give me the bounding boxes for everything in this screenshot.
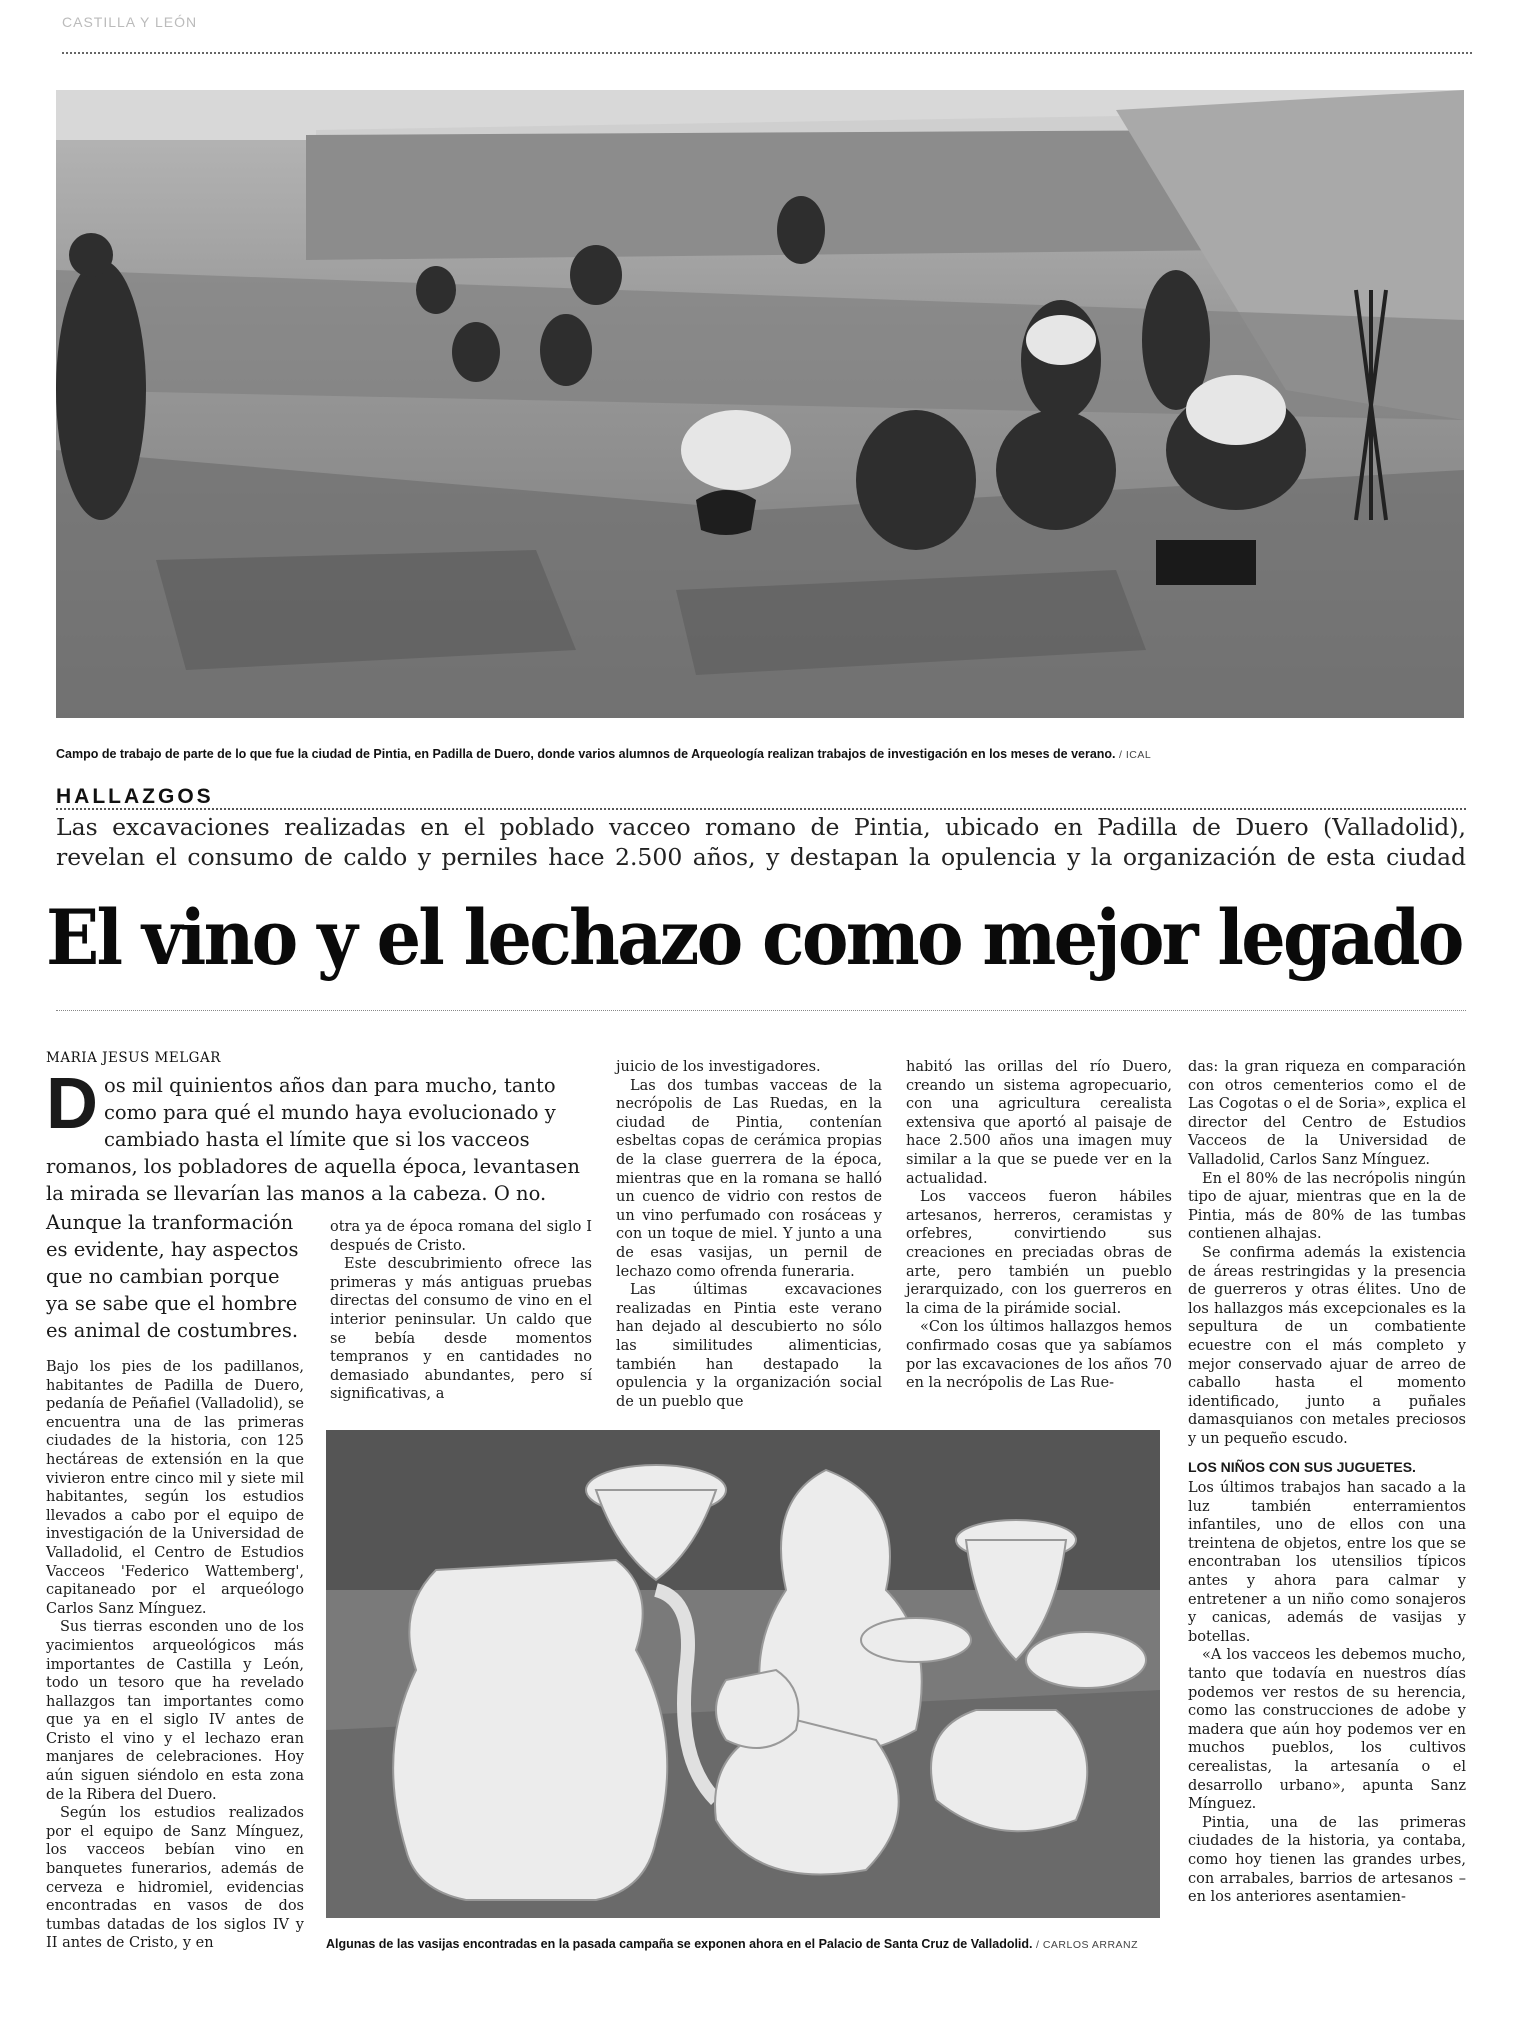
paragraph: Las dos tumbas vacceas de la necrópolis de Las Ruedas, en la ciudad de Pintia, contenían esbeltas copas de cerámica propias de la clase guerrera de la época, mientras que en la romana se halló un cuenco de vidrio con restos de un vino perfumado con rosáceas y con un toque de miel. Y junto a una de esas vasijas, un pernil de lechazo como ofrenda funeraria.	[616, 1077, 882, 1280]
column-5	[1188, 1058, 1466, 1907]
column-3	[616, 1058, 882, 1411]
lead-paragraph	[46, 1064, 591, 1207]
subhead-line-2: revelan el consumo de caldo y perniles hace 2.500 años, y destapan la opulencia y la organización de esta ciudad	[56, 843, 1466, 871]
paragraph: Las últimas excavaciones realizadas en Pintia este verano han dejado al descubierto no sólo las similitudes alimenticias, también han destapado la opulencia y la organización social de un pueblo que	[616, 1282, 882, 1410]
paragraph: Los vacceos fueron hábiles artesanos, herreros, ceramistas y orfebres, convirtiendo sus creaciones en preciadas obras de arte, pero también un pueblo jerarquizado, con los guerreros en la cima de la pirámide social.	[906, 1189, 1172, 1317]
paragraph: das: la gran riqueza en comparación con otros cementerios como el de Las Cogotas o el de Soria», explica el director del Centro de Estudios Vacceos de la Universidad de Valladolid, Carlos Sanz Mínguez.	[1188, 1059, 1466, 1168]
section-label: HALLAZGOS	[56, 785, 214, 808]
top-rule	[62, 52, 1472, 54]
subheadline	[56, 812, 1466, 872]
bottom-caption-credit: / CARLOS ARRANZ	[1036, 1939, 1139, 1951]
paragraph: Bajo los pies de los padillanos, habitantes de Padilla de Duero, pedanía de Peñafiel (Valladolid), se encuentra una de las primeras ciudades de la historia, con 125 hectáreas de extensión en la que vivieron entre cinco mil y siete mil habitantes, según los estudios llevados a cabo por el equipo de investigación de la Universidad de Valladolid, el Centro de Estudios Vacceos 'Federico Wattemberg', capitaneado por el arqueólogo Carlos Sanz Mínguez.	[46, 1359, 304, 1617]
headline-rule	[56, 1010, 1466, 1011]
paragraph: «Con los últimos hallazgos hemos confirmado cosas que ya sabíamos por las excavaciones de los años 70 en la necrópolis de Las Rue-	[906, 1319, 1172, 1392]
paragraph: Este descubrimiento ofrece las primeras y más antiguas pruebas directas del consumo de vino en el interior peninsular. Un caldo que se bebía desde momentos tempranos y en cantidades no demasiado abundantes, pero sí significativas, a	[330, 1256, 592, 1403]
top-caption-text: Campo de trabajo de parte de lo que fue la ciudad de Pintia, en Padilla de Duero, donde varios alumnos de Arqueología realizan trabajos de investigación en los meses de verano.	[56, 747, 1116, 761]
lead-paragraph-continued: Aunque la tranformación es evidente, hay aspectos que no cambian porque ya se sabe que el hombre es animal de costumbres.	[46, 1211, 299, 1342]
paragraph: Pintia, una de las primeras ciudades de la historia, ya contaba, como hoy tienen las grandes urbes, con arrabales, barrios de artesanos –en los anteriores asentamien-	[1188, 1814, 1466, 1906]
subhead-line-1: Las excavaciones realizadas en el poblado vacceo romano de Pintia, ubicado en Padilla de Duero (Valladolid),	[56, 813, 1466, 841]
paragraph: otra ya de época romana del siglo I después de Cristo.	[330, 1219, 592, 1254]
column-4	[906, 1058, 1172, 1393]
paragraph: juicio de los investigadores.	[616, 1059, 821, 1075]
drop-cap: D	[46, 1064, 98, 1144]
top-photo-caption	[56, 747, 1151, 761]
page-header-faint: CASTILLA Y LEÓN	[62, 14, 198, 30]
paragraph: Sus tierras esconden uno de los yacimientos arqueológicos más importantes de Castilla y León, todo un tesoro que ha revelado hallazgos tan importantes como que ya en el siglo IV antes de Cristo el vino y el lechazo eran manjares de celebraciones. Hoy aún siguen siéndolo en esta zona de la Ribera del Duero.	[46, 1619, 304, 1803]
column-1	[46, 1358, 304, 1953]
paragraph: En el 80% de las necrópolis ningún tipo de ajuar, mientras que en la de Pintia, más de 80% de las tumbas contienen alhajas.	[1188, 1170, 1466, 1243]
paragraph: Se confirma además la existencia de áreas restringidas y la presencia de guerreros y otras élites. Uno de los hallazgos más excepcionales es la sepultura de un combatiente ecuestre con el más completo y mejor conservado ajuar de arreo de caballo hasta el momento identificado, junto a puñales damasquianos con metales preciosos y un pequeño escudo.	[1188, 1244, 1466, 1447]
paragraph: Los últimos trabajos han sacado a la luz también enterramientos infantiles, uno de ellos con una treintena de objetos, entre los que se encontraban los utensilios típicos antes y ahora para calmar y entretener a un niño como sonajeros y canicas, además de vasijas y botellas.	[1188, 1480, 1466, 1645]
section-kicker: LOS NIÑOS CON SUS JUGUETES.	[1188, 1459, 1416, 1476]
headline: El vino y el lechazo como mejor legado	[46, 893, 1462, 982]
pottery-photo	[326, 1430, 1160, 1918]
column-2	[330, 1218, 592, 1404]
bottom-caption-text: Algunas de las vasijas encontradas en la pasada campaña se exponen ahora en el Palacio de Santa Cruz de Valladolid.	[326, 1937, 1033, 1951]
bottom-photo-caption	[326, 1937, 1138, 1951]
excavation-photo	[56, 90, 1464, 718]
top-caption-credit: / ICAL	[1119, 749, 1152, 761]
section-rule	[56, 808, 1466, 810]
lead-text: os mil quinientos años dan para mucho, tanto como para qué el mundo haya evolucionado y cambiado hasta el límite que si los vacceos romanos, los pobladores de aquella época, levantasen la mirada se llevarían las manos a la cabeza. O no.	[46, 1074, 580, 1205]
paragraph: habitó las orillas del río Duero, creando un sistema agropecuario, con una agricultura cerealista extensiva que aportó al paisaje de hace 2.500 años una imagen muy similar a la que se puede ver en la actualidad.	[906, 1059, 1172, 1187]
byline: MARIA JESUS MELGAR	[46, 1050, 221, 1066]
paragraph: «A los vacceos les debemos mucho, tanto que todavía en nuestros días podemos ver restos de su herencia, como las construcciones de adobe y madera que aún hoy podemos ver en muchos pueblos, los cultivos cerealistas, la artesanía o el desarrollo urbano», apunta Sanz Mínguez.	[1188, 1647, 1466, 1813]
paragraph: Según los estudios realizados por el equipo de Sanz Mínguez, los vacceos bebían vino en banquetes funerarios, además de cerveza e hidromiel, evidencias encontradas en vasos de dos tumbas datadas de los siglos IV y II antes de Cristo, y en	[46, 1805, 304, 1952]
